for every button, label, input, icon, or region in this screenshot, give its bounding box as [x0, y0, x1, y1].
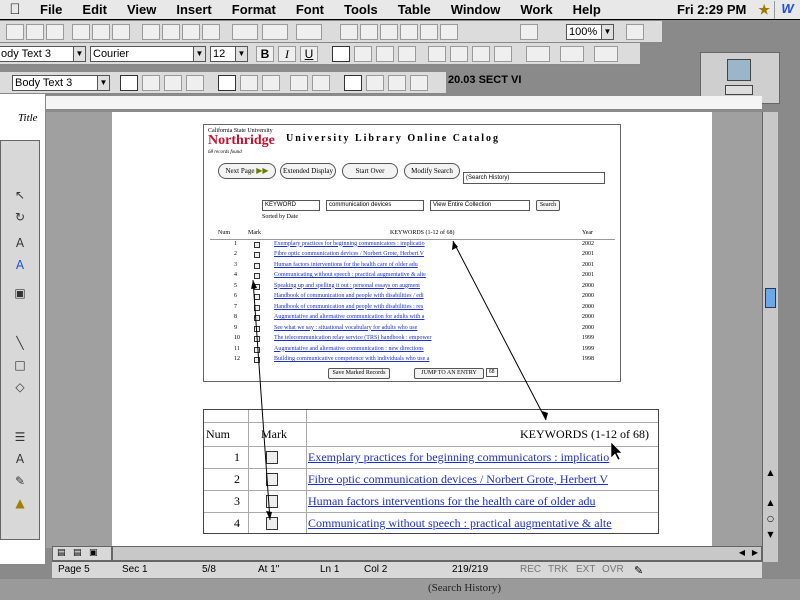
zoom-row-num: 4 — [234, 516, 240, 530]
result-num: 11 — [234, 345, 240, 352]
zoom-value: 100% — [569, 26, 598, 38]
university-name: California State University — [208, 128, 273, 134]
menu-view[interactable]: View — [126, 2, 157, 17]
status-bar — [52, 561, 762, 578]
result-title-link[interactable]: Handbook of communication and people with disabilities / edi — [274, 293, 424, 299]
view-buttons — [52, 546, 112, 561]
collection-value: View Entire Collection — [433, 202, 492, 208]
search-text-value: communication devices — [329, 202, 392, 208]
sorted-by-label: Sorted by Date — [262, 214, 298, 220]
result-year: 2001 — [582, 261, 594, 268]
result-num: 1 — [234, 240, 237, 247]
next-page-label: Next Page — [225, 167, 255, 175]
status-line: Ln 1 — [320, 564, 340, 575]
status-col: Col 2 — [364, 564, 388, 575]
extended-display-button[interactable]: Extended Display — [280, 163, 336, 179]
zoom-dropdown-arrow-icon[interactable]: ▼ — [601, 25, 613, 39]
result-title-link[interactable]: Augmentative and alternative communication : new directions — [274, 345, 424, 352]
menu-tools[interactable]: Tools — [343, 2, 378, 17]
menu-format[interactable]: Format — [231, 2, 276, 17]
save-marked-records-button[interactable]: Save Marked Records — [328, 368, 390, 379]
menu-edit[interactable]: Edit — [82, 2, 107, 17]
page-layout-icon[interactable]: ▣ — [89, 548, 98, 558]
shapes-icon[interactable]: ◇ — [15, 380, 25, 394]
result-year: 2000 — [582, 324, 594, 331]
zoom-row-title-link[interactable]: Communicating without speech : practical augmentative & alte — [308, 516, 612, 530]
scroll-up-arrow-icon[interactable]: ▲ — [767, 468, 774, 477]
status-ovr[interactable]: OVR — [602, 564, 624, 575]
result-title-link[interactable]: The telecommunication relay service (TRS) handbook : empower — [274, 335, 432, 341]
status-rec[interactable]: REC — [520, 564, 542, 575]
style-dropdown-arrow-icon[interactable]: ▼ — [73, 47, 85, 61]
col-year: Year — [582, 230, 594, 236]
italic-label: I — [285, 47, 289, 61]
result-num: 6 — [234, 293, 237, 299]
zoom-row-num: 2 — [234, 472, 240, 486]
result-num: 8 — [234, 314, 237, 320]
result-year: 1999 — [582, 335, 594, 341]
font-size-value: 12 — [213, 48, 226, 60]
result-num: 9 — [234, 324, 237, 331]
result-title-link[interactable]: Communicating without speech : practical augmentative & alte — [274, 272, 426, 278]
menu-table[interactable]: Table — [397, 2, 431, 17]
status-at: At 1" — [258, 564, 280, 575]
online-layout-icon[interactable]: ▤ — [73, 548, 82, 558]
zoom-row-num: 3 — [234, 494, 240, 508]
browse-object-icon[interactable]: ○ — [767, 514, 774, 523]
scroll-right-arrow-icon[interactable]: ▶ — [751, 548, 758, 557]
font-size-dropdown-arrow-icon[interactable]: ▼ — [235, 47, 247, 61]
font-color-tool-icon[interactable]: A — [15, 452, 25, 466]
zoom-row-title-link[interactable]: Exemplary practices for beginning communicators : implicatio — [308, 450, 610, 464]
menu-font[interactable]: Font — [295, 2, 324, 17]
rotate-icon[interactable]: ↻ — [14, 210, 26, 224]
result-num: 2 — [234, 251, 237, 257]
result-title-link[interactable]: Fibre optic communication devices / Norbert Grote, Herbert V — [274, 251, 425, 257]
line-tool-icon[interactable]: ╲ — [16, 336, 24, 350]
result-title-link[interactable]: Exemplary practices for beginning communicators : implicatio — [274, 240, 425, 247]
text-tool-icon[interactable]: A — [15, 236, 25, 250]
result-year: 2001 — [582, 272, 594, 278]
style-value: ody Text 3 — [1, 48, 51, 60]
scroll-thumb[interactable] — [765, 288, 776, 308]
background-window-strip — [0, 579, 800, 600]
menu-window[interactable]: Window — [450, 2, 501, 17]
catalog-heading: University Library Online Catalog — [286, 133, 501, 144]
jump-to-entry-button[interactable]: JUMP TO AN ENTRY — [414, 368, 484, 379]
result-year: 2000 — [582, 303, 594, 310]
previous-page-icon[interactable]: ▲ — [767, 498, 774, 507]
status-word-count: 219/219 — [452, 564, 489, 575]
status-page: Page 5 — [58, 564, 90, 575]
style-area-title-label: Title — [18, 112, 38, 124]
line-style-icon[interactable]: ☰ — [14, 430, 26, 444]
jump-to-value: 68 — [489, 369, 495, 375]
wordart-icon[interactable]: A — [15, 258, 25, 272]
underline-label: U — [304, 47, 314, 61]
status-ext[interactable]: EXT — [576, 564, 596, 575]
records-found: 68 records found — [208, 150, 242, 155]
result-year: 2000 — [582, 314, 594, 320]
select-arrow-icon[interactable]: ↖ — [14, 188, 26, 202]
zoom-col-keywords: KEYWORDS (1-12 of 68) — [520, 427, 649, 441]
campus-logo: Northridge — [208, 133, 275, 148]
result-title-link[interactable]: Augmentative and alternative communication for adults with a — [274, 314, 425, 320]
result-num: 5 — [234, 282, 237, 289]
horizontal-scrollbar[interactable] — [112, 546, 762, 561]
spelling-status-icon[interactable]: ✎ — [634, 565, 644, 577]
zoom-row-title-link[interactable]: Human factors interventions for the health care of older adu — [308, 494, 596, 508]
col-mark: Mark — [248, 230, 261, 236]
result-num: 10 — [234, 335, 240, 341]
status-trk[interactable]: TRK — [548, 564, 568, 575]
col-num: Num — [218, 230, 230, 236]
menubar-clock: Fri 2:29 PM — [676, 2, 747, 17]
scroll-left-arrow-icon[interactable]: ◀ — [738, 548, 745, 557]
menu-help[interactable]: Help — [572, 2, 601, 17]
result-title-link[interactable]: Human factors interventions for the health care of older adu — [274, 261, 418, 268]
col-keywords: KEYWORDS (1-12 of 68) — [390, 230, 455, 236]
menu-insert[interactable]: Insert — [176, 2, 212, 17]
result-year: 2002 — [582, 240, 594, 247]
zoom-col-mark: Mark — [261, 427, 287, 441]
search-history-value: (Search History) — [466, 175, 510, 181]
application-menu-icon[interactable]: W — [774, 1, 800, 19]
bold-label: B — [260, 47, 270, 61]
vertical-scrollbar[interactable] — [762, 112, 778, 562]
zoom-row-title-link[interactable]: Fibre optic communication devices / Norbert Grote, Herbert V — [308, 472, 609, 486]
picture-icon[interactable]: ▣ — [14, 286, 26, 300]
result-title-link[interactable]: See what we say : situational vocabulary for adults who use — [274, 324, 418, 331]
paragraph-style-dropdown-arrow-icon[interactable]: ▼ — [97, 76, 109, 90]
result-title-link[interactable]: Building communicative competence with individuals who use a — [274, 356, 430, 362]
result-num: 4 — [234, 272, 237, 278]
help-balloon-icon[interactable]: ★ — [758, 1, 770, 17]
result-year: 1998 — [582, 356, 594, 362]
status-section: Sec 1 — [122, 564, 148, 575]
menu-file[interactable]: File — [40, 2, 63, 17]
zoom-col-num: Num — [206, 427, 230, 441]
rectangle-tool-icon[interactable]: □ — [14, 358, 26, 372]
search-type-value: KEYWORD — [265, 202, 297, 208]
line-color-icon[interactable]: ✎ — [14, 474, 26, 488]
font-dropdown-arrow-icon[interactable]: ▼ — [193, 47, 205, 61]
result-title-link[interactable]: Speaking up and spelling it out : personal essays on augment — [274, 282, 420, 289]
result-year: 2000 — [582, 293, 594, 299]
result-num: 3 — [234, 261, 237, 268]
result-num: 7 — [234, 303, 237, 310]
normal-view-icon[interactable]: ▤ — [57, 548, 66, 558]
paragraph-style-value: Body Text 3 — [15, 77, 73, 89]
status-pages: 5/8 — [202, 564, 216, 575]
next-page-icon[interactable]: ▼ — [767, 530, 774, 539]
font-value: Courier — [93, 48, 130, 60]
modify-search-button[interactable]: Modify Search — [404, 163, 460, 179]
result-year: 1999 — [582, 345, 594, 352]
result-year: 2000 — [582, 282, 594, 289]
catalog-search-button[interactable]: Search — [536, 200, 560, 211]
document-title: 20.03 SECT VI — [448, 74, 522, 86]
result-title-link[interactable]: Handbook of communication and people with disabilities : res — [274, 303, 424, 310]
fast-forward-icon: ▶▶ — [256, 166, 269, 175]
result-num: 12 — [234, 356, 240, 362]
menu-work[interactable]: Work — [520, 2, 553, 17]
zoom-row-num: 1 — [234, 450, 240, 464]
fill-color-icon[interactable]: ▲ — [15, 496, 25, 510]
result-year: 2001 — [582, 251, 594, 257]
start-over-button[interactable]: Start Over — [342, 163, 398, 179]
mouse-cursor-icon — [611, 442, 622, 460]
background-window-text: (Search History) — [428, 582, 502, 594]
